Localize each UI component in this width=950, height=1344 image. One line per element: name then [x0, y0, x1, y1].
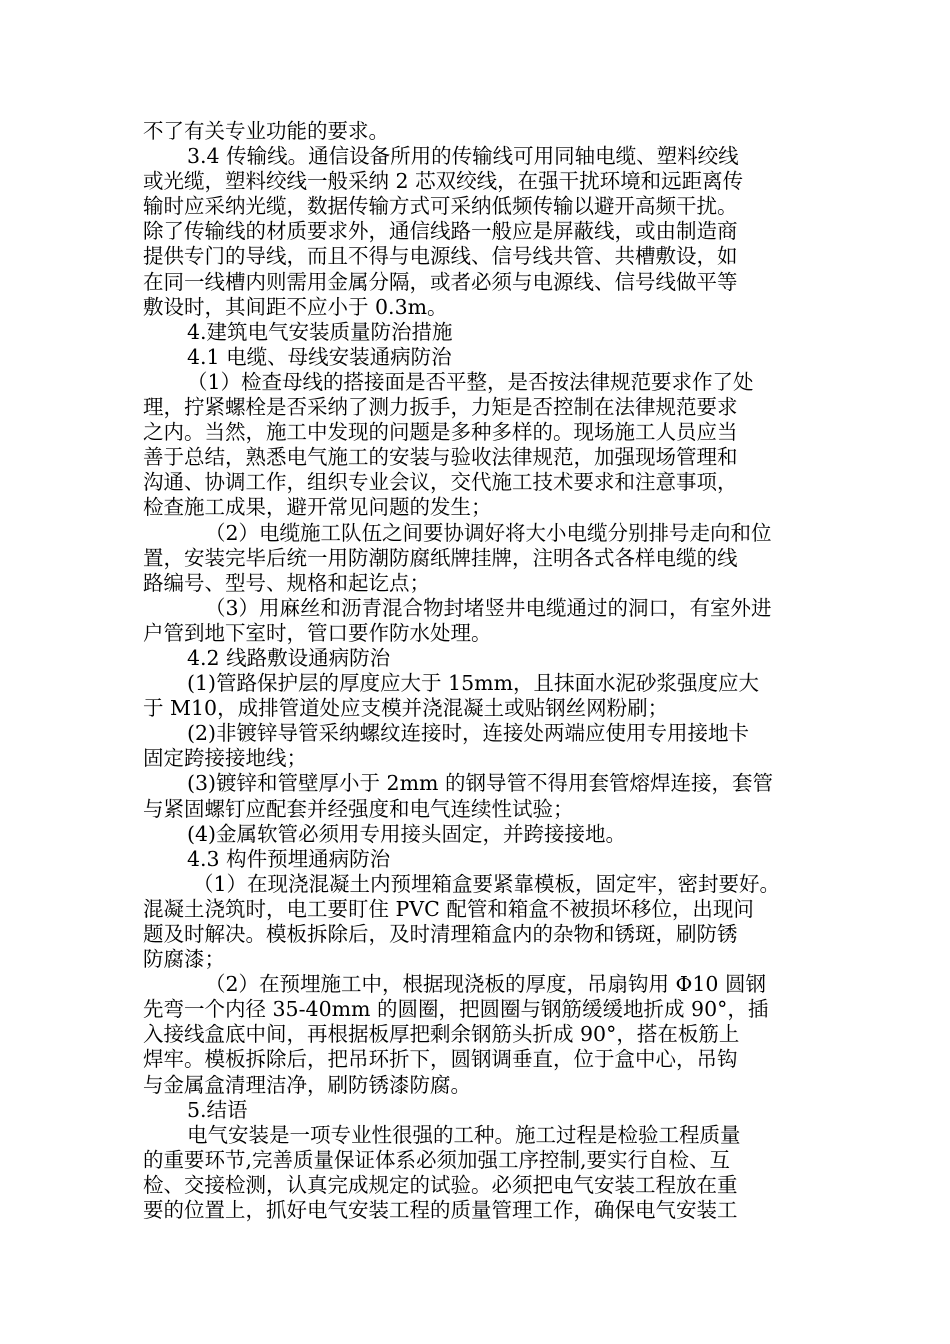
text-line: 在同一线槽内则需用金属分隔，或者必须与电源线、信号线做平等 — [143, 269, 738, 294]
text-line: 固定跨接接地线； — [143, 746, 307, 771]
text-line: 入接线盒底中间，再根据板厚把剩余钢筋头折成 90°，搭在板筋上 — [143, 1022, 740, 1047]
text-line: 输时应采纳光缆，数据传输方式可采纳低频传输以避开高频干扰。 — [143, 194, 738, 219]
text-line: 先弯一个内径 35-40mm 的圆圈，把圆圈与钢筋缓缓地折成 90°，插 — [143, 997, 769, 1022]
list-item-4-1-2: （2）电缆施工队伍之间要协调好将大小电缆分别排号走向和位 — [205, 520, 772, 545]
heading-section-4-2: 4.2 线路敷设通病防治 — [187, 645, 391, 670]
text-line: 不了有关专业功能的要求。 — [143, 119, 389, 143]
text-line: 检查施工成果，避开常见问题的发生； — [143, 495, 492, 520]
text-line: 焊牢。模板拆除后，把吊环折下，圆钢调垂直，位于盒中心，吊钩 — [143, 1047, 738, 1072]
text-line: 置，安装完毕后统一用防潮防腐纸牌挂牌，注明各式各样电缆的线 — [143, 545, 738, 570]
list-item-4-3-1: （1）在现浇混凝土内预埋箱盒要紧靠模板，固定牢，密封要好。 — [193, 871, 781, 896]
heading-section-5: 5.结语 — [187, 1097, 248, 1122]
text-line: 沟通、协调工作，组织专业会议，交代施工技术要求和注意事项， — [143, 470, 738, 495]
list-item-4-2-1: (1)管路保护层的厚度应大于 15mm，且抹面水泥砂浆强度应大 — [187, 671, 760, 696]
list-item-4-1-3: （3）用麻丝和沥青混合物封堵竖井电缆通过的洞口，有室外进 — [205, 595, 772, 620]
list-item-4-1-1: （1）检查母线的搭接面是否平整，是否按法律规范要求作了处 — [187, 369, 754, 394]
section-3-4-paragraph: 3.4 传输线。通信设备所用的传输线可用同轴电缆、塑料绞线 — [187, 144, 739, 169]
text-line: 的重要环节,完善质量保证体系必须加强工序控制,要实行自检、互 — [143, 1147, 731, 1172]
text-line: 或光缆，塑料绞线一般采纳 2 芯双绞线，在强干扰环境和远距离传 — [143, 169, 744, 194]
text-line: 题及时解决。模板拆除后，及时清理箱盒内的杂物和锈斑，刷防锈 — [143, 922, 738, 946]
text-line: 理，拧紧螺栓是否采纳了测力扳手，力矩是否控制在法律规范要求 — [143, 395, 738, 420]
text-line: 户管到地下室时，管口要作防水处理。 — [143, 620, 492, 645]
heading-section-4-3: 4.3 构件预埋通病防治 — [187, 846, 391, 871]
text-line: 与金属盒清理洁净，刷防锈漆防腐。 — [143, 1072, 471, 1097]
text-line: 混凝土浇筑时，电工要盯住 PVC 配管和箱盒不被损坏移位，出现问 — [143, 896, 754, 921]
conclusion-paragraph: 电气安装是一项专业性很强的工种。施工过程是检验工程质量 — [187, 1122, 741, 1147]
text-line: 之内。当然，施工中发现的问题是多种多样的。现场施工人员应当 — [143, 420, 738, 445]
heading-section-4: 4.建筑电气安装质量防治措施 — [187, 319, 453, 344]
text-line: 防腐漆； — [143, 947, 225, 972]
text-line: 要的位置上，抓好电气安装工程的质量管理工作，确保电气安装工 — [143, 1198, 738, 1223]
list-item-4-2-3: (3)镀锌和管壁厚小于 2mm 的钢导管不得用套管熔焊连接，套管 — [187, 771, 773, 796]
text-line: 提供专门的导线，而且不得与电源线、信号线共管、共槽敷设，如 — [143, 244, 738, 269]
list-item-4-2-4: (4)金属软管必须用专用接头固定，并跨接接地。 — [187, 821, 627, 846]
list-item-4-3-2: （2）在预埋施工中，根据现浇板的厚度，吊扇钩用 Φ10 圆钢 — [205, 972, 766, 997]
text-line: 路编号、型号、规格和起讫点； — [143, 570, 430, 595]
text-line: 于 M10，成排管道处应支模并浇混凝土或贴钢丝网粉刷； — [143, 696, 669, 721]
body-text — [143, 119, 823, 1223]
text-line: 善于总结，熟悉电气施工的安装与验收法律规范，加强现场管理和 — [143, 445, 738, 470]
heading-section-4-1: 4.1 电缆、母线安装通病防治 — [187, 344, 452, 369]
text-line: 除了传输线的材质要求外，通信线路一般应是屏蔽线，或由制造商 — [143, 219, 738, 244]
list-item-4-2-2: (2)非镀锌导管采纳螺纹连接时，连接处两端应使用专用接地卡 — [187, 721, 750, 746]
text-line: 敷设时，其间距不应小于 0.3m。 — [143, 294, 448, 319]
text-line: 与紧固螺钉应配套并经强度和电气连续性试验； — [143, 796, 574, 821]
text-line: 检、交接检测，认真完成规定的试验。必须把电气安装工程放在重 — [143, 1172, 738, 1197]
